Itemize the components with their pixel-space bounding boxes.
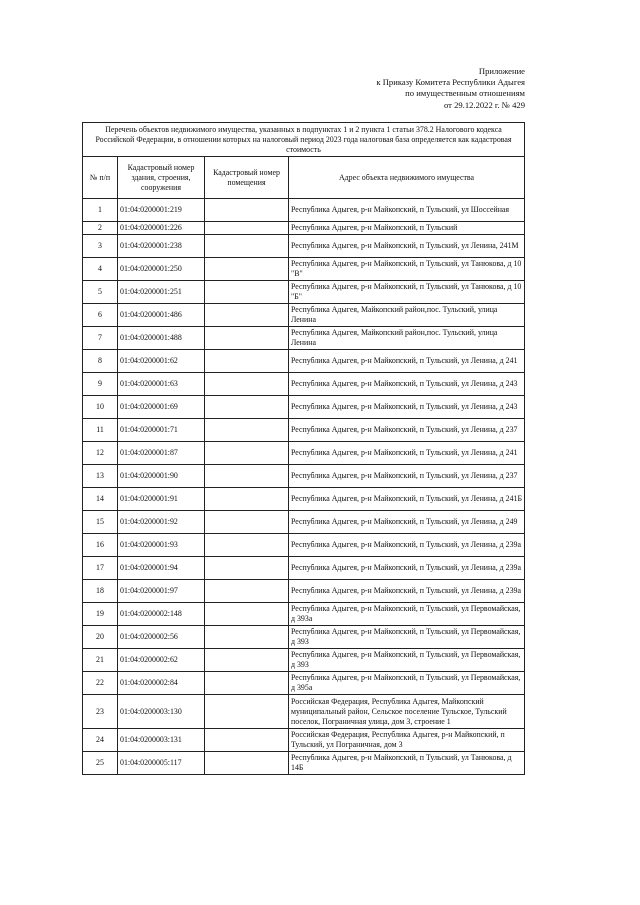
- property-address: Республика Адыгея, р-н Майкопский, п Тульский, ул Ленина, д 239а: [289, 557, 525, 580]
- property-address: Республика Адыгея, р-н Майкопский, п Тульский: [289, 222, 525, 235]
- property-address: Республика Адыгея, р-н Майкопский, п Тульский, ул Ленина, д 241: [289, 442, 525, 465]
- appendix-label: Приложение: [478, 66, 525, 76]
- room-cadastral-number: [205, 222, 289, 235]
- row-number: 15: [83, 511, 118, 534]
- room-cadastral-number: [205, 729, 289, 752]
- table-row: [83, 327, 525, 350]
- room-cadastral-number: [205, 258, 289, 281]
- table-row: [83, 419, 525, 442]
- row-number: 7: [83, 327, 118, 350]
- room-cadastral-number: [205, 419, 289, 442]
- row-number: 13: [83, 465, 118, 488]
- table-body: [83, 123, 525, 775]
- property-address: Республика Адыгея, р-н Майкопский, п Тульский, ул Первомайская, д 393: [289, 626, 525, 649]
- room-cadastral-number: [205, 199, 289, 222]
- table-row: [83, 672, 525, 695]
- room-cadastral-number: [205, 327, 289, 350]
- table-row: [83, 729, 525, 752]
- building-cadastral-number: 01:04:0200001:97: [118, 580, 205, 603]
- room-cadastral-number: [205, 304, 289, 327]
- building-cadastral-number: 01:04:0200003:130: [118, 695, 205, 729]
- property-address: Республика Адыгея, р-н Майкопский, п Тульский, ул Ленина, д 237: [289, 465, 525, 488]
- table-title: Перечень объектов недвижимого имущества, указанных в подпунктах 1 и 2 пункта 1 статьи 378.2 Налогового кодекса Российской Федерации, в отношении которых на налоговый период 2023 года налоговая база определяется как кадастровая стоимость: [83, 123, 525, 157]
- row-number: 3: [83, 235, 118, 258]
- column-header-room-cadastral: Кадастровый номер помещения: [205, 157, 289, 199]
- building-cadastral-number: 01:04:0200001:488: [118, 327, 205, 350]
- building-cadastral-number: 01:04:0200001:226: [118, 222, 205, 235]
- table-row: [83, 534, 525, 557]
- room-cadastral-number: [205, 603, 289, 626]
- table-header-row: [83, 157, 525, 199]
- table-row: [83, 695, 525, 729]
- room-cadastral-number: [205, 649, 289, 672]
- room-cadastral-number: [205, 511, 289, 534]
- building-cadastral-number: 01:04:0200001:87: [118, 442, 205, 465]
- row-number: 21: [83, 649, 118, 672]
- property-address: Республика Адыгея, р-н Майкопский, п Тульский, ул Ленина, д 249: [289, 511, 525, 534]
- property-address: Республика Адыгея, р-н Майкопский, п Тульский, ул Танюкова, д 10 "В": [289, 258, 525, 281]
- column-header-number: № п/п: [83, 157, 118, 199]
- row-number: 24: [83, 729, 118, 752]
- room-cadastral-number: [205, 396, 289, 419]
- table-title-row: [83, 123, 525, 157]
- building-cadastral-number: 01:04:0200002:56: [118, 626, 205, 649]
- building-cadastral-number: 01:04:0200001:91: [118, 488, 205, 511]
- room-cadastral-number: [205, 672, 289, 695]
- row-number: 6: [83, 304, 118, 327]
- table-row: [83, 199, 525, 222]
- property-address: Республика Адыгея, р-н Майкопский, п Тульский, ул Ленина, д 241Б: [289, 488, 525, 511]
- table-row: [83, 649, 525, 672]
- property-register-table: [82, 122, 525, 775]
- property-address: Республика Адыгея, р-н Майкопский, п Тульский, ул Первомайская, д 393а: [289, 603, 525, 626]
- table-row: [83, 281, 525, 304]
- row-number: 10: [83, 396, 118, 419]
- room-cadastral-number: [205, 534, 289, 557]
- room-cadastral-number: [205, 235, 289, 258]
- property-address: Республика Адыгея, р-н Майкопский, п Тульский, ул Ленина, д 243: [289, 396, 525, 419]
- row-number: 25: [83, 752, 118, 775]
- property-address: Республика Адыгея, р-н Майкопский, п Тульский, ул Танюкова, д 10 "Б": [289, 281, 525, 304]
- order-reference: к Приказу Комитета Республики Адыгея: [376, 77, 525, 88]
- row-number: 9: [83, 373, 118, 396]
- column-header-building-cadastral: Кадастровый номер здания, строения, сооружения: [118, 157, 205, 199]
- table-row: [83, 235, 525, 258]
- row-number: 23: [83, 695, 118, 729]
- property-address: Республика Адыгея, р-н Майкопский, п Тульский, ул Ленина, д 239а: [289, 534, 525, 557]
- table-row: [83, 396, 525, 419]
- property-address: Республика Адыгея, р-н Майкопский, п Тульский, ул Шоссейная: [289, 199, 525, 222]
- building-cadastral-number: 01:04:0200001:251: [118, 281, 205, 304]
- property-address: Республика Адыгея, р-н Майкопский, п Тульский, ул Танюкова, д 14Б: [289, 752, 525, 775]
- property-address: Республика Адыгея, р-н Майкопский, п Тульский, ул Ленина, д 241: [289, 350, 525, 373]
- table-row: [83, 580, 525, 603]
- property-address: Республика Адыгея, р-н Майкопский, п Тульский, ул Ленина, 241М: [289, 235, 525, 258]
- table-row: [83, 465, 525, 488]
- row-number: 22: [83, 672, 118, 695]
- table-row: [83, 304, 525, 327]
- table-row: [83, 511, 525, 534]
- property-address: Российская Федерация, Республика Адыгея, р-н Майкопский, п Тульский, ул Пограничная, дом 3: [289, 729, 525, 752]
- table-row: [83, 258, 525, 281]
- row-number: 2: [83, 222, 118, 235]
- table-row: [83, 603, 525, 626]
- room-cadastral-number: [205, 488, 289, 511]
- building-cadastral-number: 01:04:0200001:238: [118, 235, 205, 258]
- table-row: [83, 350, 525, 373]
- row-number: 4: [83, 258, 118, 281]
- row-number: 18: [83, 580, 118, 603]
- building-cadastral-number: 01:04:0200001:71: [118, 419, 205, 442]
- table-row: [83, 752, 525, 775]
- property-address: Российская Федерация, Республика Адыгея, Майкопский муниципальный район, Сельское поселение Тульское, Тульский поселок, Пограничная улица, дом 3, строение 1: [289, 695, 525, 729]
- room-cadastral-number: [205, 442, 289, 465]
- property-address: Республика Адыгея, р-н Майкопский, п Тульский, ул Первомайская, д 393: [289, 649, 525, 672]
- property-address: Республика Адыгея, р-н Майкопский, п Тульский, ул Первомайская, д 395а: [289, 672, 525, 695]
- building-cadastral-number: 01:04:0200001:90: [118, 465, 205, 488]
- row-number: 12: [83, 442, 118, 465]
- room-cadastral-number: [205, 557, 289, 580]
- room-cadastral-number: [205, 281, 289, 304]
- table-row: [83, 442, 525, 465]
- room-cadastral-number: [205, 465, 289, 488]
- row-number: 11: [83, 419, 118, 442]
- column-header-address: Адрес объекта недвижимого имущества: [289, 157, 525, 199]
- property-address: Республика Адыгея, Майкопский район,пос. Тульский, улица Ленина: [289, 304, 525, 327]
- row-number: 5: [83, 281, 118, 304]
- building-cadastral-number: 01:04:0200002:84: [118, 672, 205, 695]
- room-cadastral-number: [205, 626, 289, 649]
- table-row: [83, 488, 525, 511]
- building-cadastral-number: 01:04:0200005:117: [118, 752, 205, 775]
- table-row: [83, 557, 525, 580]
- row-number: 8: [83, 350, 118, 373]
- building-cadastral-number: 01:04:0200003:131: [118, 729, 205, 752]
- row-number: 17: [83, 557, 118, 580]
- row-number: 20: [83, 626, 118, 649]
- property-address: Республика Адыгея, р-н Майкопский, п Тульский, ул Ленина, д 237: [289, 419, 525, 442]
- room-cadastral-number: [205, 695, 289, 729]
- building-cadastral-number: 01:04:0200002:148: [118, 603, 205, 626]
- building-cadastral-number: 01:04:0200001:92: [118, 511, 205, 534]
- row-number: 16: [83, 534, 118, 557]
- property-address: Республика Адыгея, Майкопский район,пос. Тульский, улица Ленина: [289, 327, 525, 350]
- property-address: Республика Адыгея, р-н Майкопский, п Тульский, ул Ленина, д 243: [289, 373, 525, 396]
- table-row: [83, 373, 525, 396]
- table-row: [83, 222, 525, 235]
- building-cadastral-number: 01:04:0200001:93: [118, 534, 205, 557]
- appendix-header: [376, 66, 525, 111]
- room-cadastral-number: [205, 350, 289, 373]
- property-address: Республика Адыгея, р-н Майкопский, п Тульский, ул Ленина, д 239а: [289, 580, 525, 603]
- row-number: 1: [83, 199, 118, 222]
- building-cadastral-number: 01:04:0200001:250: [118, 258, 205, 281]
- committee-name: по имущественным отношениям: [405, 88, 525, 99]
- building-cadastral-number: 01:04:0200002:62: [118, 649, 205, 672]
- room-cadastral-number: [205, 373, 289, 396]
- table-row: [83, 626, 525, 649]
- order-date-number: от 29.12.2022 г. № 429: [444, 99, 525, 110]
- building-cadastral-number: 01:04:0200001:486: [118, 304, 205, 327]
- building-cadastral-number: 01:04:0200001:219: [118, 199, 205, 222]
- building-cadastral-number: 01:04:0200001:63: [118, 373, 205, 396]
- row-number: 14: [83, 488, 118, 511]
- building-cadastral-number: 01:04:0200001:94: [118, 557, 205, 580]
- building-cadastral-number: 01:04:0200001:62: [118, 350, 205, 373]
- room-cadastral-number: [205, 752, 289, 775]
- building-cadastral-number: 01:04:0200001:69: [118, 396, 205, 419]
- row-number: 19: [83, 603, 118, 626]
- room-cadastral-number: [205, 580, 289, 603]
